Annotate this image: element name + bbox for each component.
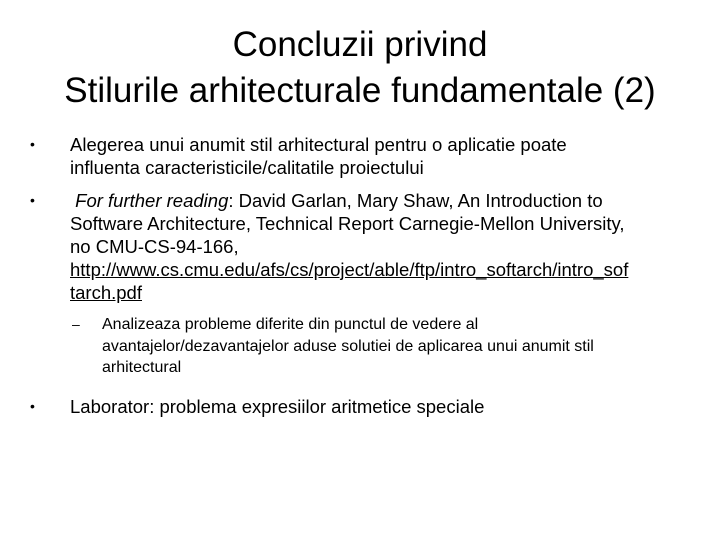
sub-bullet-list	[30, 314, 690, 379]
title-line-2: Stilurile arhitecturale fundamentale (2)	[64, 71, 656, 110]
dash-icon: –	[72, 316, 80, 332]
bullet-list	[30, 133, 690, 418]
slide-title	[0, 22, 720, 114]
reference-link-line-1[interactable]: http://www.cs.cmu.edu/afs/cs/project/able/ftp/intro_softarch/intro_sof	[70, 259, 629, 280]
bullet-1-line-2: influenta caracteristicile/calitatile proiectului	[70, 157, 424, 178]
bullet-2-line-2: Software Architecture, Technical Report Carnegie-Mellon University,	[70, 213, 625, 234]
title-line-1: Concluzii privind	[232, 25, 488, 64]
further-reading-label: For further reading	[75, 190, 229, 211]
bullet-2-line-1	[70, 189, 690, 212]
sub-bullet-line-3: arhitectural	[102, 359, 182, 376]
reference-authors: : David Garlan, Mary Shaw, An Introduction to	[228, 190, 603, 211]
bullet-3-line-1: Laborator: problema expresiilor aritmetice speciale	[70, 395, 485, 417]
bullet-2-line-3: no CMU-CS-94-166,	[70, 236, 239, 257]
bullet-icon: •	[30, 136, 35, 152]
reference-link-line-2[interactable]: tarch.pdf	[70, 282, 142, 303]
reference-link[interactable]	[70, 258, 690, 304]
bullet-item-3	[30, 395, 690, 418]
bullet-icon: •	[30, 397, 35, 414]
sub-bullet-line-1: Analizeaza probleme diferite din punctul de vedere al	[102, 316, 479, 333]
bullet-item-2	[30, 189, 690, 304]
bullet-icon: •	[30, 192, 35, 208]
bullet-1-line-1: Alegerea unui anumit stil arhitectural pentru o aplicatie poate	[70, 134, 567, 155]
bullet-item-1	[30, 133, 690, 179]
sub-bullet-line-2: avantajelor/dezavantajelor aduse solutiei de aplicarea unui anumit stil	[102, 337, 594, 355]
sub-bullet-item	[30, 314, 690, 379]
